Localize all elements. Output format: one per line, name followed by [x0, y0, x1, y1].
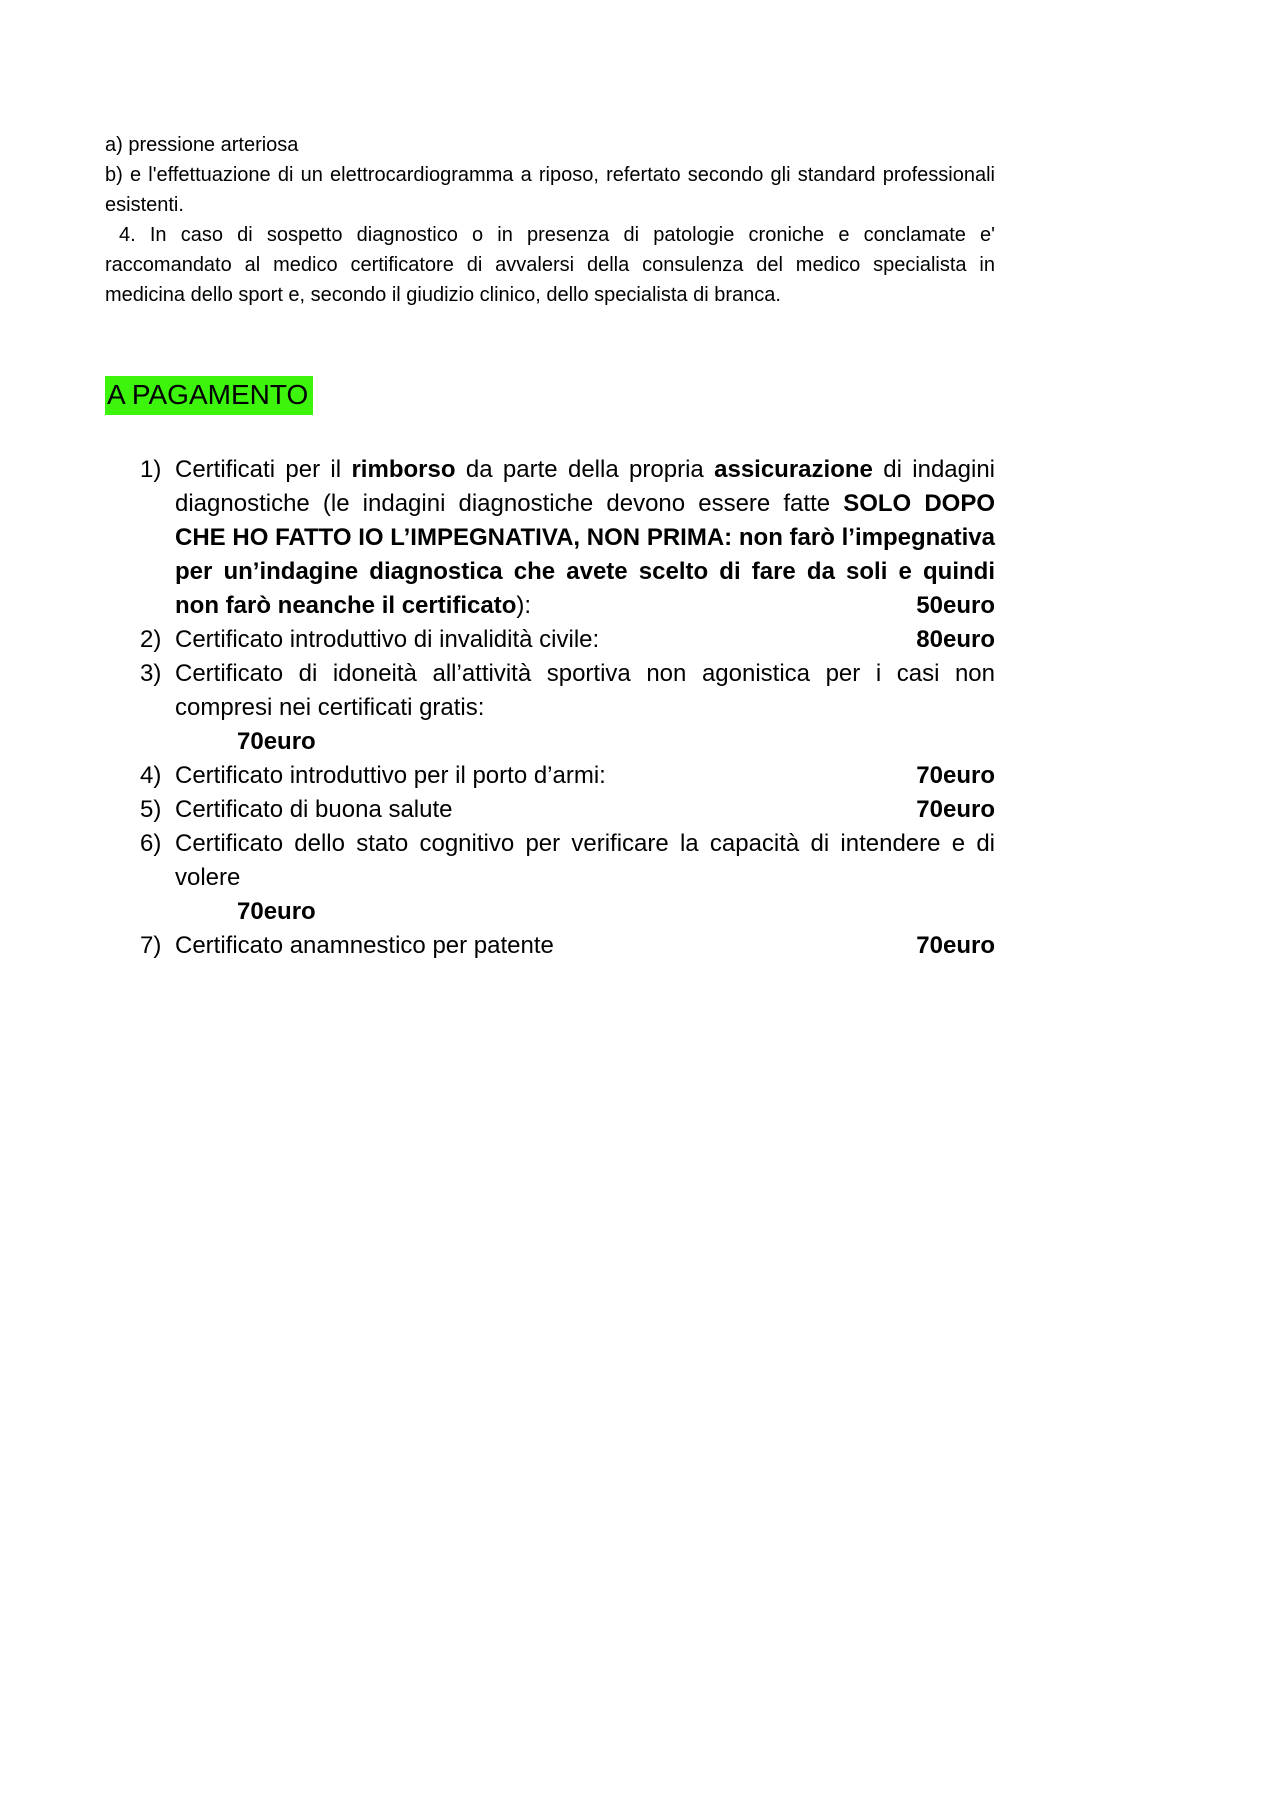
text-segment: Certificato dello stato cognitivo per verificare la capacità di intendere e di volere: [175, 830, 995, 891]
list-item-7: [105, 929, 995, 963]
item-text: [175, 929, 995, 963]
intro-line-a: a) pressione arteriosa: [105, 134, 299, 156]
list-item-3: [105, 657, 995, 759]
item-number: 4): [140, 762, 162, 789]
list-item-5: [105, 793, 995, 827]
text-segment-bold: rimborso: [351, 456, 456, 483]
item-price: 70euro: [916, 762, 995, 789]
text-segment: Certificato anamnestico per patente: [175, 932, 554, 959]
item-price: 70euro: [237, 728, 316, 755]
item-number: 1): [140, 456, 162, 483]
item-number: 6): [140, 830, 162, 857]
item-price: 50euro: [916, 592, 995, 619]
item-text: [175, 793, 995, 827]
item-text: [175, 759, 995, 793]
item-price: 70euro: [237, 898, 316, 925]
item-price: 70euro: [916, 932, 995, 959]
text-segment: Certificato di idoneità all’attività sportiva non agonistica per i casi non compresi nei certificati gratis:: [175, 660, 995, 721]
document-content: [105, 130, 995, 963]
item-price: 80euro: [916, 626, 995, 653]
item-number: 5): [140, 796, 162, 823]
text-segment-bold: assicurazione: [714, 456, 873, 483]
intro-paragraph-4: 4. In caso di sospetto diagnostico o in presenza di patologie croniche e conclamate e' raccomandato al medico certificatore di avvalersi della consulenza del medico specialista in medicina dello sport e, secondo il giudizio clinico, dello specialista di branca.: [105, 224, 995, 306]
item-number: 2): [140, 626, 162, 653]
text-segment: di indagini diagnostiche (le indagini diagnostiche devono essere fatte: [175, 456, 996, 517]
text-segment: Certificato introduttivo per il porto d’armi:: [175, 762, 606, 789]
list-item-2: [105, 623, 995, 657]
text-segment: Certificato di buona salute: [175, 796, 453, 823]
item-number: 7): [140, 932, 162, 959]
list-item-1: [105, 453, 995, 623]
heading-highlight: A PAGAMENTO: [105, 376, 313, 415]
text-segment-bold: SOLO DOPO CHE HO FATTO IO L’IMPEGNATIVA, NON PRIMA: non farò l’impegnativa per un’indagine diagnostica che avete scelto di fare da soli e quindi non farò neanche il certificato: [175, 490, 995, 619]
text-segment: Certificati per il: [175, 456, 352, 483]
item-price: 70euro: [916, 796, 995, 823]
item-text: [175, 657, 995, 759]
section-heading: [105, 376, 995, 415]
item-text: [175, 623, 995, 657]
list-item-4: [105, 759, 995, 793]
text-segment: Certificato introduttivo di invalidità civile:: [175, 626, 600, 653]
item-text: [175, 453, 995, 623]
text-segment: da parte della propria: [455, 456, 715, 483]
certificates-list: [105, 453, 995, 963]
intro-line-b: b) e l'effettuazione di un elettrocardiogramma a riposo, refertato secondo gli standard professionali esistenti.: [105, 164, 995, 216]
text-segment: ):: [516, 592, 532, 619]
item-number: 3): [140, 660, 162, 687]
item-text: [175, 827, 995, 929]
list-item-6: [105, 827, 995, 929]
